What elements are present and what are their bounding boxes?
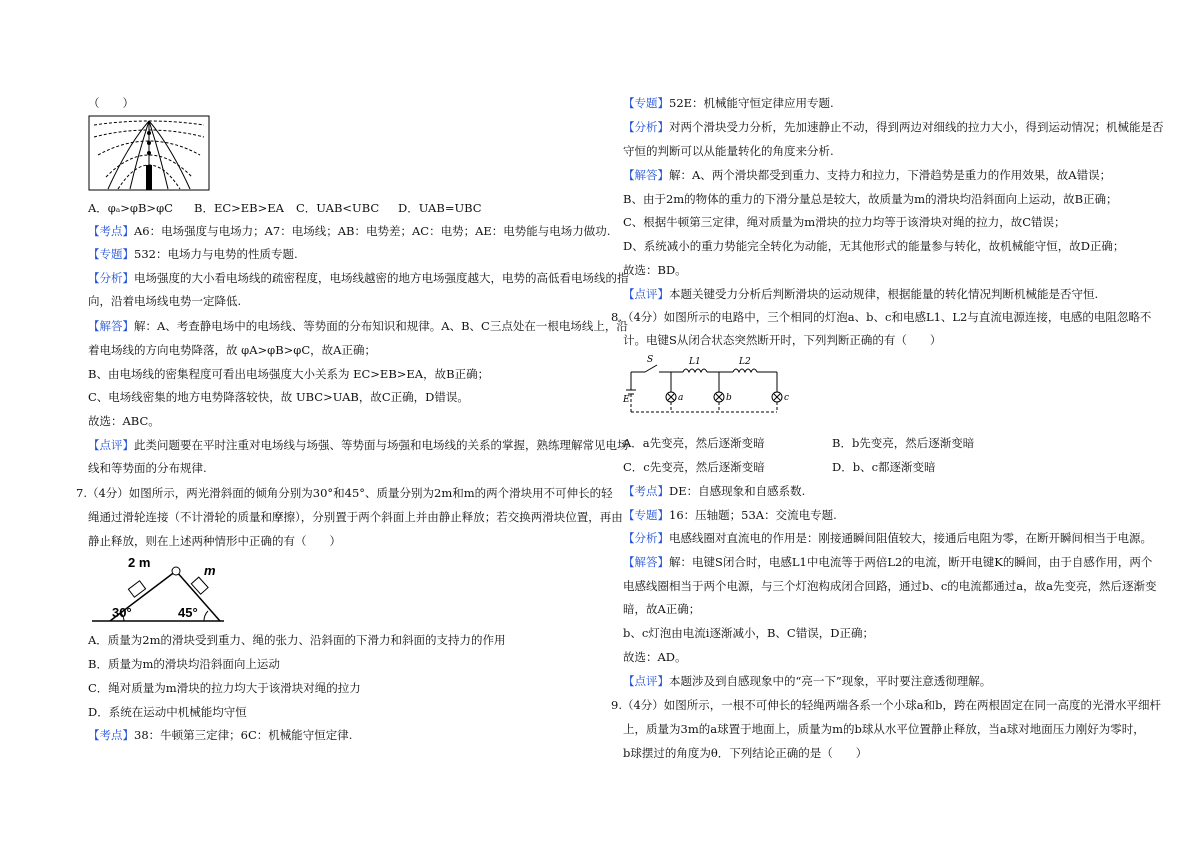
q7-stem-1: 7.（4分）如图所示，两光滑斜面的倾角分别为30°和45°、质量分别为2m和m的两个滑块用不可伸长的轻 (76, 486, 613, 500)
q6-kaodian: 【考点】A6：电场强度与电场力；A7：电场线；AB：电势差；AC：电势；AE：电势能与电场力做功. (88, 224, 611, 238)
incline-figure (88, 553, 228, 625)
q6-option-c: C．UAB<UBC (296, 201, 380, 215)
q6-option-b: B．EC>EB>EA (194, 201, 284, 215)
q7-jieda-4: D、系统减小的重力势能完全转化为动能，无其他形式的能量参与转化，故机械能守恒，故D正确； (623, 239, 1125, 253)
q7-zhuanti: 【专题】52E：机械能守恒定律应用专题. (623, 96, 834, 110)
q6-dianping: 【点评】此类问题要在平时注重对电场线与场强、等势面与场强和电场线的关系的掌握，熟练理解常见电场 (88, 438, 629, 452)
q9-stem-3: b球摆过的角度为θ．下列结论正确的是（ ） (623, 746, 868, 760)
q8-zhuanti: 【专题】16：压轴题；53A：交流电专题. (623, 508, 837, 522)
q8-stem-1: 8.（4分）如图所示的电路中，三个相同的灯泡a、b、c和电感L1、L2与直流电源连接，电感的电阻忽略不 (611, 310, 1152, 324)
q7-dianping: 【点评】本题关键受力分析后判断滑块的运动规律，根据能量的转化情况判断机械能是否守恒. (623, 287, 1099, 301)
q7-stem-3: 静止释放，则在上述两种情形中正确的有（ ） (88, 534, 341, 548)
q8-jieda-5: 故选：AD。 (623, 650, 687, 664)
q6-option-a: A．φₐ>φB>φC (88, 201, 173, 215)
q8-option-c: C．c先变亮，然后逐渐变暗 (623, 460, 765, 474)
q6-option-d: D．UAB=UBC (398, 201, 482, 215)
label-E: E (623, 395, 630, 405)
q9-stem-1: 9.（4分）如图所示，一根不可伸长的轻绳两端各系一个小球a和b，跨在两根固定在同一高度的光滑水平细杆 (611, 698, 1162, 712)
label-m: m (204, 563, 216, 578)
answer-paren: （ ） (88, 96, 134, 110)
q6-jieda: 【解答】解：A、考查静电场中的电场线、等势面的分布知识和规律。A、B、C三点处在一根电场线上，沿 (88, 319, 628, 333)
q8-jieda-4: b、c灯泡由电流i逐渐减小，B、C错误，D正确； (623, 626, 874, 640)
q8-stem-2: 计。电键S从闭合状态突然断开时，下列判断正确的有（ ） (623, 333, 942, 347)
q8-jieda: 【解答】解：电键S闭合时，电感L1中电流等于两倍L2的电流，断开电键K的瞬间，由于自感作用，两个 (623, 555, 1153, 569)
q8-option-a: A．a先变亮，然后逐渐变暗 (623, 436, 765, 450)
q6-jieda-5: 故选：ABC。 (88, 414, 160, 428)
q6-jieda-4: C、电场线密集的地方电势降落较快，故 UBC>UAB，故C正确，D错误。 (88, 390, 469, 404)
label-2m: 2 m (128, 555, 151, 570)
q7-fenxi-2: 守恒的判断可以从能量转化的角度来分析. (623, 144, 834, 158)
q9-stem-2: 上，质量为3m的a球置于地面上，质量为m的b球从水平位置静止释放，当a球对地面压力刚好为零时， (623, 722, 1145, 736)
label-L1: L1 (689, 357, 701, 367)
q8-jieda-3: 暗，故A正确； (623, 602, 701, 616)
q8-jieda-2: 电感线圈相当于两个电源，与三个灯泡构成闭合回路，通过b、c的电流都通过a，故a先变亮，然后逐渐变 (623, 579, 1157, 593)
label-30: 30° (112, 605, 132, 620)
q6-fenxi: 【分析】电场强度的大小看电场线的疏密程度，电场线越密的地方电场强度越大，电势的高低看电场线的指 (88, 271, 629, 285)
q7-option-b: B．质量为m的滑块均沿斜面向上运动 (88, 657, 280, 671)
label-c: c (784, 393, 790, 403)
q7-jieda-3: C、根据牛顿第三定律，绳对质量为m滑块的拉力均等于该滑块对绳的拉力，故C错误； (623, 215, 1066, 229)
q7-option-c: C．绳对质量为m滑块的拉力均大于该滑块对绳的拉力 (88, 681, 361, 695)
q6-jieda-2: 着电场线的方向电势降落，故 φA>φB>φC，故A正确； (88, 343, 376, 357)
q6-fenxi-cont: 向，沿着电场线电势一定降低. (88, 294, 242, 308)
q8-fenxi: 【分析】电感线圈对直流电的作用是：刚接通瞬间阻值较大，接通后电阻为零，在断开瞬间相当于电源。 (623, 531, 1152, 545)
q7-jieda-5: 故选：BD。 (623, 263, 687, 277)
q7-option-a: A．质量为2m的滑块受到重力、绳的张力、沿斜面的下滑力和斜面的支持力的作用 (88, 633, 506, 647)
q6-zhuanti: 【专题】532：电场力与电势的性质专题. (88, 247, 298, 261)
q7-kaodian: 【考点】38：牛顿第三定律；6C：机械能守恒定律. (88, 728, 353, 742)
q6-jieda-3: B、由电场线的密集程度可看出电场强度大小关系为 EC>EB>EA，故B正确； (88, 367, 490, 381)
q8-kaodian: 【考点】DE：自感现象和自感系数. (623, 484, 806, 498)
q7-option-d: D．系统在运动中机械能均守恒 (88, 705, 247, 719)
q8-dianping: 【点评】本题涉及到自感现象中的“亮一下”现象，平时要注意透彻理解。 (623, 674, 992, 688)
q7-stem-2: 绳通过滑轮连接（不计滑轮的质量和摩擦），分别置于两个斜面上并由静止释放；若交换两滑块位置，再由 (88, 510, 623, 524)
q8-option-b: B．b先变亮，然后逐渐变暗 (832, 436, 975, 450)
electric-field-figure (88, 115, 210, 191)
circuit-figure (623, 352, 823, 422)
q6-dianping-2: 线和等势面的分布规律. (88, 461, 207, 475)
label-L2: L2 (739, 357, 751, 367)
q7-jieda: 【解答】解：A、两个滑块都受到重力、支持力和拉力，下滑趋势是重力的作用效果，故A错误； (623, 168, 1112, 182)
q8-option-d: D．b、c都逐渐变暗 (832, 460, 936, 474)
q7-jieda-2: B、由于2m的物体的重力的下滑分量总是较大，故质量为m的滑块均沿斜面向上运动，故B正确； (623, 192, 1118, 206)
label-45: 45° (178, 605, 198, 620)
label-S: S (647, 355, 654, 365)
q7-fenxi: 【分析】对两个滑块受力分析，先加速静止不动，得到两边对细线的拉力大小，得到运动情况；机械能是否 (623, 120, 1164, 134)
label-b: b (726, 393, 732, 403)
label-a: a (678, 393, 684, 403)
